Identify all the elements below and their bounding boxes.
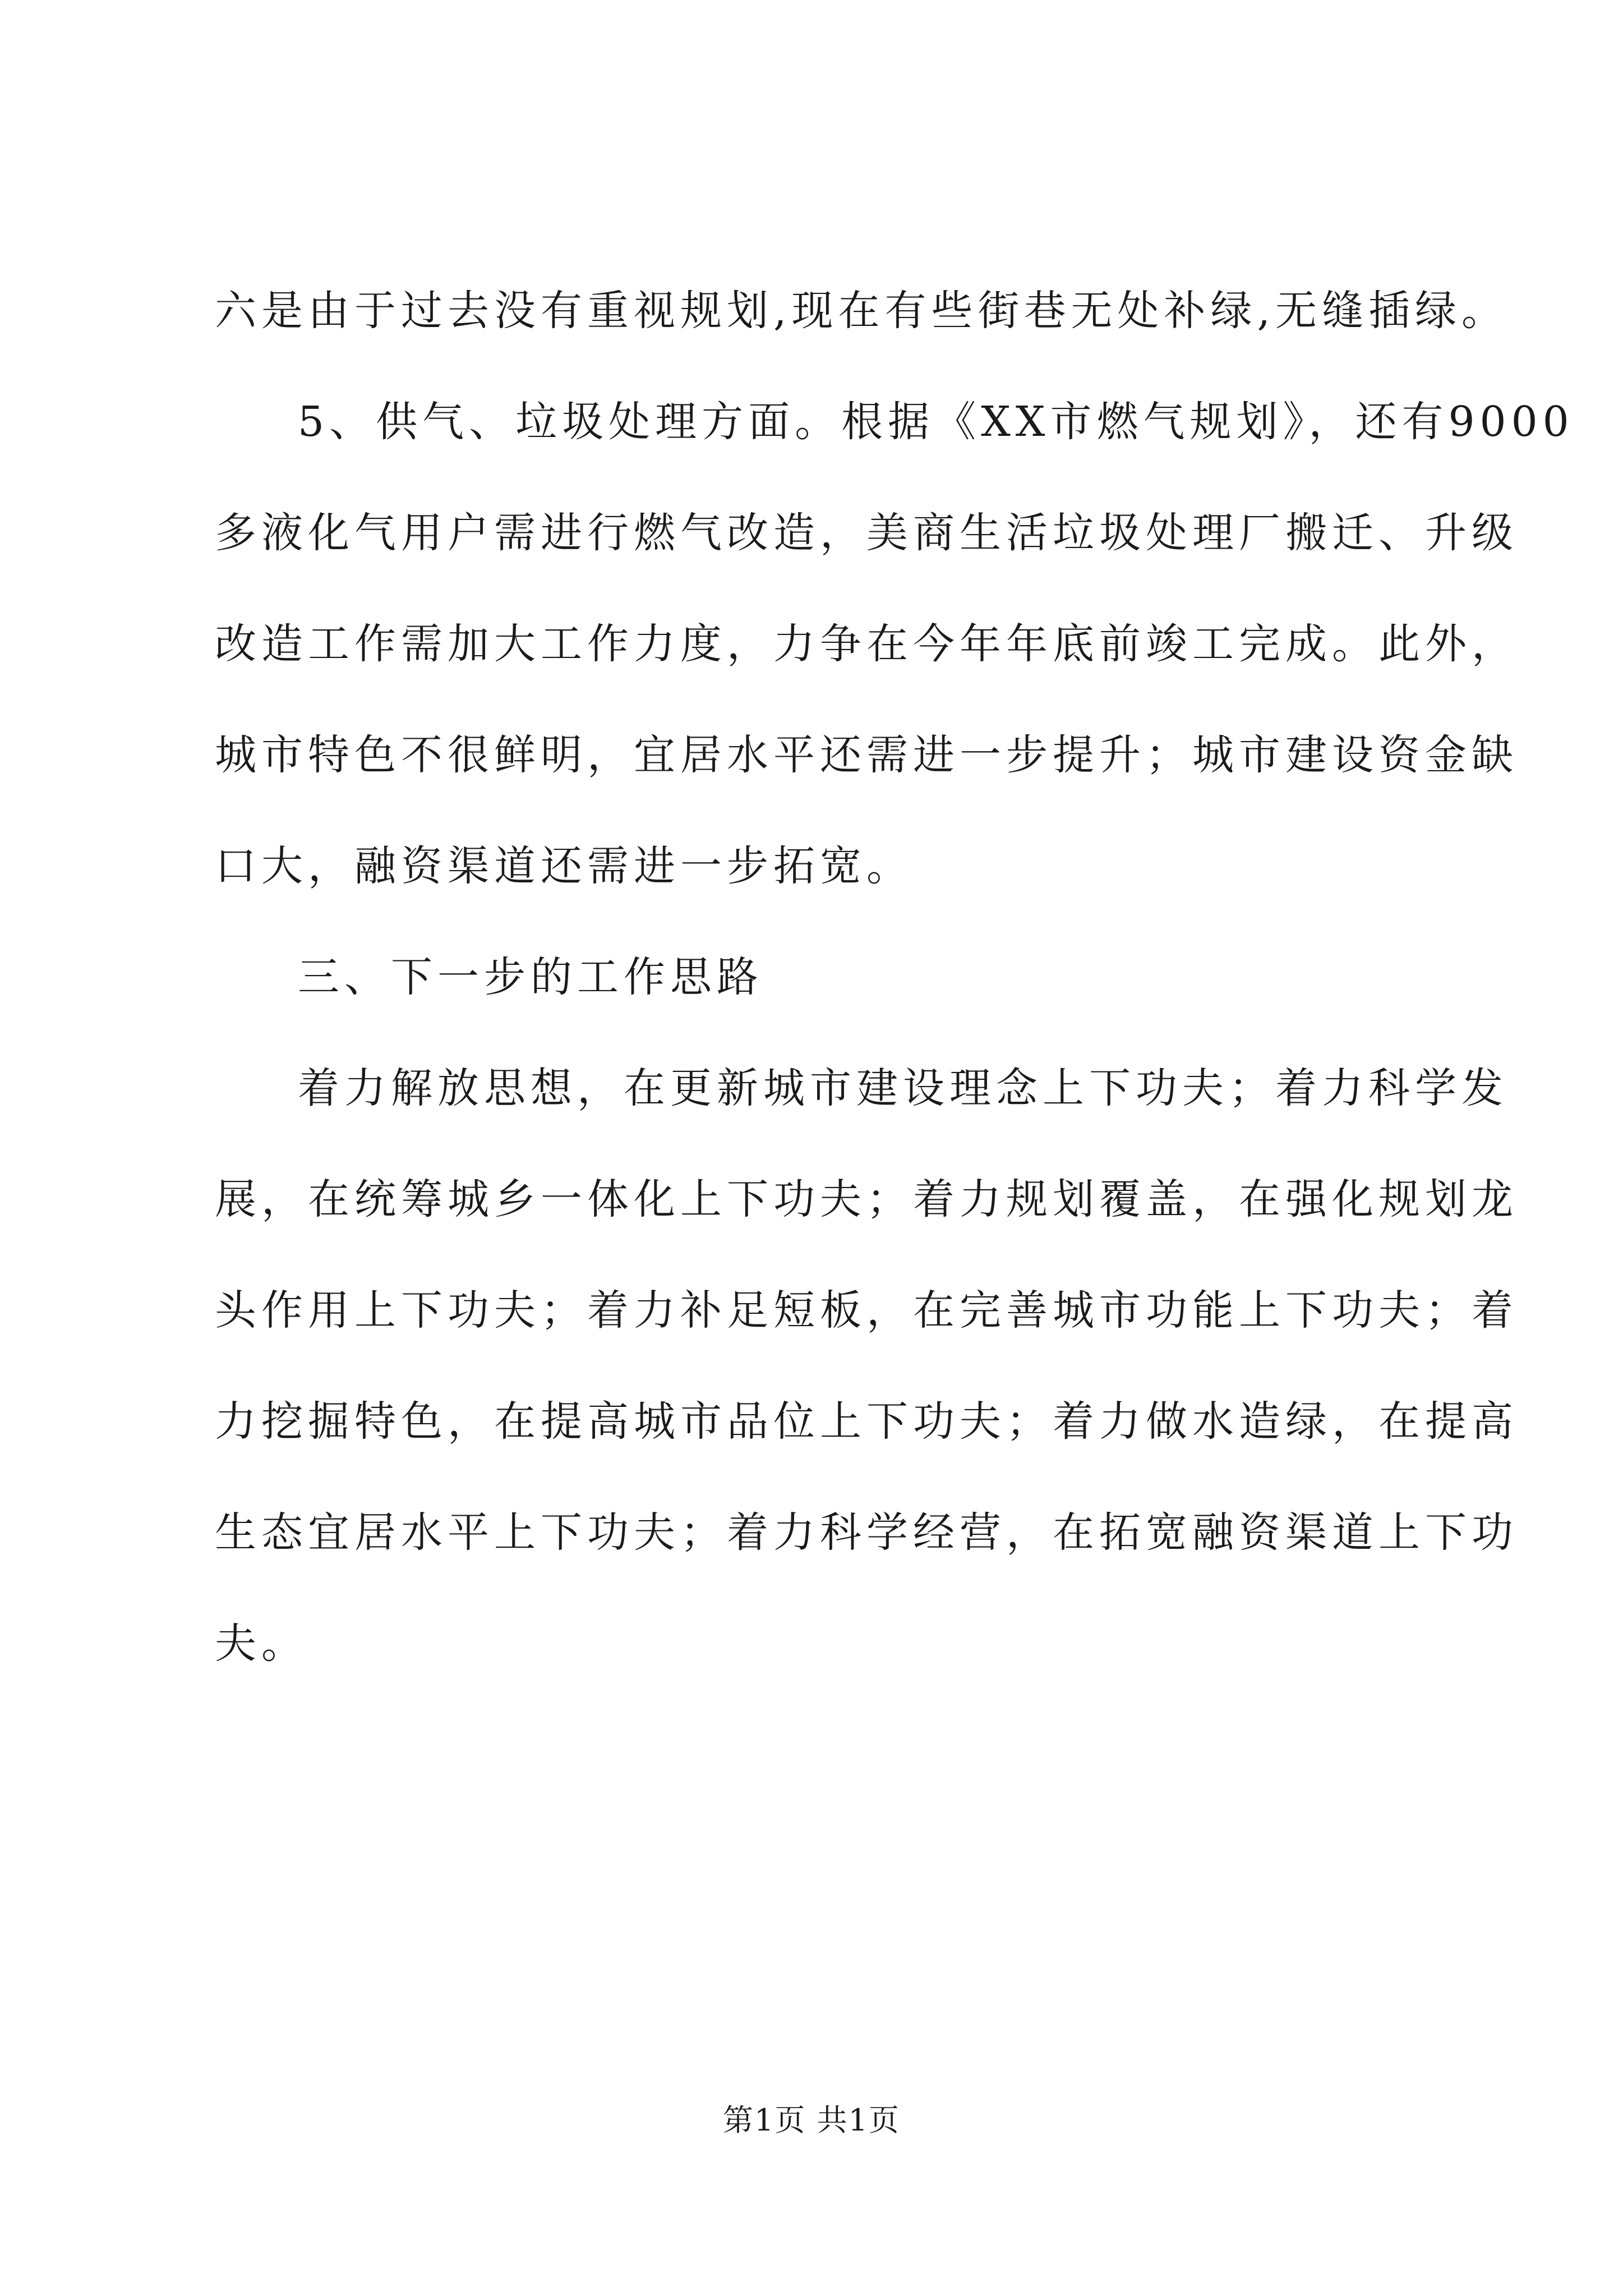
page-footer: 第1页 共1页 <box>723 2102 900 2138</box>
text-line: 夫。 <box>215 1619 308 1668</box>
text-line: 着力解放思想，在更新城市建设理念上下功夫；着力科学发 <box>298 1064 1508 1112</box>
text-line: 改造工作需加大工作力度，力争在今年年底前竣工完成。此外， <box>215 620 1518 668</box>
text-line: 六是由于过去没有重视规划,现在有些街巷无处补绿,无缝插绿。 <box>215 287 1509 335</box>
text-line: 力挖掘特色，在提高城市品位上下功夫；着力做水造绿，在提高 <box>215 1397 1518 1446</box>
text-line: 生态宜居水平上下功夫；着力科学经营，在拓宽融资渠道上下功 <box>215 1508 1518 1557</box>
section-heading: 三、下一步的工作思路 <box>298 953 763 1001</box>
text-line: 展，在统筹城乡一体化上下功夫；着力规划覆盖，在强化规划龙 <box>215 1175 1518 1223</box>
text-line: 口大，融资渠道还需进一步拓宽。 <box>215 842 913 890</box>
text-line: 城市特色不很鲜明，宜居水平还需进一步提升；城市建设资金缺 <box>215 731 1518 779</box>
text-line: 头作用上下功夫；着力补足短板，在完善城市功能上下功夫；着 <box>215 1286 1518 1335</box>
body-text <box>215 255 1574 1699</box>
text-line: 多液化气用户需进行燃气改造，美商生活垃圾处理厂搬迁、升级 <box>215 509 1518 557</box>
text-line: 5、供气、垃圾处理方面。根据《XX市燃气规划》，还有9000 <box>298 398 1574 446</box>
